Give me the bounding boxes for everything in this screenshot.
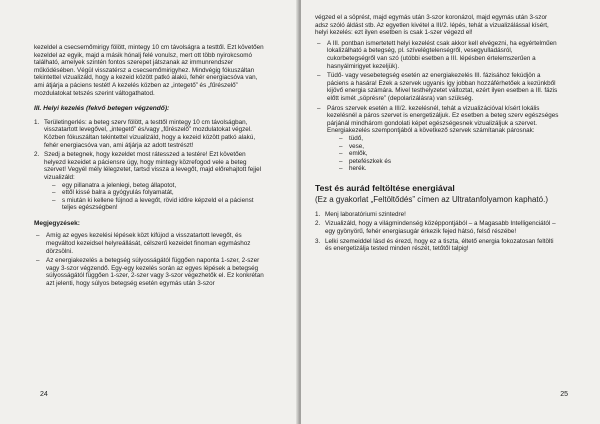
- right-intro-paragraph: végzed el a söprést, majd egymás után 3-szor koronázol, majd egymás után 3-szor adsz szóló áldást stb. Az egyetlen kivétel a III/2. lépés, tehát a vizualizálással kísért, helyi kezelés: ezt ilyen esetben is csak 1-szer végezd el!: [315, 14, 549, 37]
- list-item-text: Páros szervek esetén a III/2. kezelésnél, tehát a vizualizációval kísért lokális kezelésnél a páros szervet is energetizáljuk. Ez esetben a beteg szerv egészséges párjánál mindhárom gondolati képet egészségesnek vizualizáljuk a szervet. Energiakezelés szempontjából a következő szervek számítanak párosnak:: [327, 104, 559, 135]
- energy-steps-list: [315, 211, 561, 253]
- list-item-text: Vizualizáld, hogy a világmindenség középpontjából – a Magasabb Intelligenciától – egy gyönyörű, fehér energiasugár érkezik fejed hátsó, felső részébe!: [325, 220, 556, 236]
- list-item: [315, 238, 561, 253]
- list-item: – ettől kissé balra a gyógyulás folyamatát,: [52, 189, 174, 197]
- list-item-text: A III. pontban ismertetett helyi kezelést csak akkor kell elvégezni, ha egyértelműen lokalizálható a betegség, pl. szívelégtelenségről, vesegyulladásról, cukorbetegségről van szó (utóbbi esetben a III. lépésben értelemszerűen a hasnyálmirigyet kezeljük).: [327, 39, 557, 70]
- list-item-text: Lelki szemeiddel lásd és érezd, hogy ez a tiszta, éltető energia fokozatosan feltölti és energetizálja tested minden részét, tetőtől talpig!: [325, 237, 554, 253]
- list-item: – petefészkek és: [339, 157, 392, 165]
- list-item-text: vese,: [349, 142, 365, 150]
- list-number: 2.: [315, 220, 321, 228]
- list-item: – Tüdő- vagy vesebetegség esetén az energiakezelés III. fázisához fekúdjön a páciens a hasára! Ezek a szervek ugyanis így jobban hozzáférhetőek a kezünkből kijövő energia számára. Mivel testhelyzetet változtat, ezért ilyen esetben a III. fázis előtt ismét „söprésre” (depolarizálásra) van szükség.: [317, 72, 558, 102]
- left-intro-paragraph: kezeldel a csecsemőmirigy fölött, mintegy 10 cm távolságra a testtől. Ezt követően kezeldel az egyik, majd a másik hónalj felé vonulsz, mert ott több nyirokcsomó található, amelyek szintén fontos szerepet játszanak az immunrendszer működésében. Végül visszatérsz a csecsemőmirigyhez. Mindvégig fókuszáltan tekintettel vizualizáld, hogy a kezeid között patkó alakú, fehér energiacsóva van, ami átjárja a páciens testét! A kezelés közben az „integető” és „fűrészelő” mozdulatokat tetszés szerint váltogathatod.: [34, 44, 264, 97]
- list-item: – emlők,: [339, 150, 368, 158]
- list-item-text: ettől kissé balra a gyógyulás folyamatát,: [62, 189, 174, 197]
- list-item-text: Területingerlés: a beteg szerv fölött, a testtől mintegy 10 cm távolságban, visszatartott levegővel, „integető” és/vagy „fűrészelő” mozdulatokat végzel. Közben fókuszáltan tekintettel vizualizáld, hogy a kezeid között patkó alakú, fehér energiacsóva van, ami átjárja az adott testrészt!: [44, 118, 256, 149]
- list-number: 1.: [315, 210, 321, 218]
- local-treatment-list: [34, 119, 266, 212]
- list-item: [34, 151, 266, 212]
- list-item: [34, 119, 266, 149]
- list-item-text: s miután ki kellene fújnod a levegőt, rövid időre képzeld el a pácienst teljes egészségben!: [62, 196, 254, 212]
- list-number: 1.: [34, 118, 40, 126]
- page-number: 25: [560, 391, 568, 398]
- visualization-sub-list: [44, 182, 266, 212]
- notes-list: [34, 232, 266, 287]
- list-item-text: egy pillanatra a jelenlegi, beteg állapotot,: [62, 181, 177, 189]
- list-number: 2.: [34, 151, 40, 159]
- list-item: [315, 211, 561, 219]
- right-page: [301, 0, 600, 424]
- list-item-text: Menj laboratóriumi szintedre!: [325, 210, 406, 218]
- list-item: – s miután ki kellene fújnod a levegőt, rövid időre képzeld el a pácienst teljes egészségben!: [52, 196, 254, 212]
- right-page-body: [315, 14, 561, 255]
- paired-organs-list: [327, 135, 561, 173]
- list-item-text: herék.: [349, 165, 367, 173]
- list-item-text: Tüdő- vagy vesebetegség esetén az energiakezelés III. fázisához fekúdjön a páciens a hasára! Ezek a szervek ugyanis így jobban hozzáférhetőek a kezünkből kijövő energia számára. Mivel testhelyzetet változtat, ezért ilyen esetben a III. fázis előtt ismét „söprésre” (depolarizálásra) van szükség.: [327, 72, 558, 102]
- list-item-text: petefészkek és: [349, 157, 392, 165]
- left-page: [0, 0, 299, 424]
- list-item-text: emlők,: [349, 150, 368, 158]
- page-number: 24: [40, 391, 48, 398]
- list-item-text: Amíg az egyes kezelési lépések közt kifújod a visszatartott levegőt, és megváltod kezeidsel helyreállását, célszerű kezeidet finoman egymáshoz dörzsölni.: [46, 232, 251, 255]
- list-item-text: Az energiakezelés a betegség súlyosságától függően naponta 1-szer, 2-szer vagy 3-szor végzendő. Egy-egy kezelés során az egyes lépések a betegség súlyosságától függően 1-szer, 2-szer vagy 3-szor végezhetők el. Ez konkrétan azt jelenti, hogy súlyos betegség esetén egymás után 3-szor: [46, 257, 264, 288]
- heading-local-treatment: III. Helyi kezelés (fekvő betegen végzendő):: [34, 105, 170, 113]
- list-item-text: Szedj a betegnek, hogy kezeldet most rátesszed a testére! Ezt követően helyezd kezeidet a páciensre úgy, hogy mintegy közrefogod vele a beteg szervet! Vegyél mély lélegzetet, tartsd vissza a levegőt, majd előrehajtott fejjel vizualizáld:: [44, 151, 261, 181]
- section-title: Test és aurád feltöltése energiával: [315, 182, 455, 193]
- list-item: – vese,: [339, 142, 365, 150]
- list-number: 3.: [315, 237, 321, 245]
- left-page-body: [34, 44, 266, 290]
- list-item: – A III. pontban ismertetett helyi kezelést csak akkor kell elvégezni, ha egyértelműen lokalizálható a betegség, pl. szívelégtelenségről, vesegyulladásról, cukorbetegségről van szó (utóbbi esetben a III. lépésben értelemszerűen a hasnyálmirigyet kezeljük).: [317, 39, 557, 70]
- list-item-text: tüdő,: [349, 134, 364, 142]
- section-subtitle: (Ez a gyakorlat „Feltöltődés” címen az Ultratanfolyamon kapható.): [315, 194, 548, 204]
- list-item: – Az energiakezelés a betegség súlyosságától függően naponta 1-szer, 2-szer vagy 3-szor végzendő. Egy-egy kezelés során az egyes lépések a betegség súlyosságától függően 1-szer, 2-szer vagy 3-szor végezhetők el. Ez konkrétan azt jelenti, hogy súlyos betegség esetén egymás után 3-szor: [36, 257, 264, 288]
- list-item: – Amíg az egyes kezelési lépések közt kifújod a visszatartott levegőt, és megváltod kezeidsel helyreállását, célszerű kezeidet finoman egymáshoz dörzsölni.: [36, 232, 251, 255]
- list-item: – egy pillanatra a jelenlegi, beteg állapotot,: [52, 181, 177, 189]
- remarks-list: [315, 40, 561, 173]
- list-item: – herék.: [339, 165, 367, 173]
- list-item: – tüdő,: [339, 134, 364, 142]
- list-item: [315, 220, 561, 235]
- list-item: – Páros szervek esetén a III/2. kezelésnél, tehát a vizualizációval kísért lokális kezelésnél a páros szervet is energetizáljuk. Ez esetben a beteg szerv egészséges párjánál mindhárom gondolati képet egészségesnek vizualizáljuk a szervet. Energiakezelés szempontjából a következő szervek számítanak párosnak: – tüdő, – vese, – emlők, – petefészkek és – herék.: [315, 105, 561, 173]
- heading-notes: Megjegyzések:: [34, 219, 80, 227]
